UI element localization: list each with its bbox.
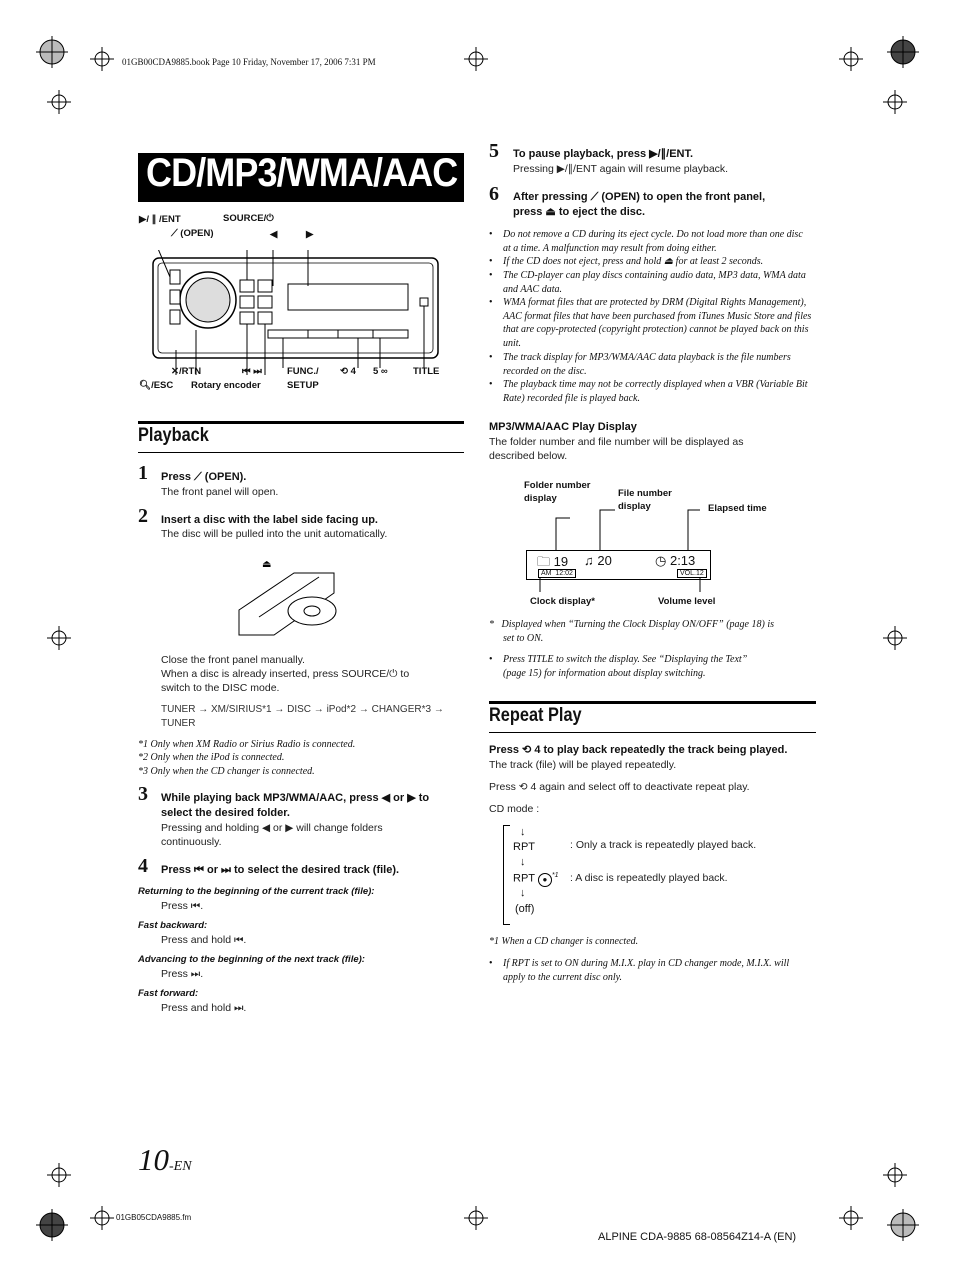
folder-number-label-2: display [524,493,557,504]
display-note-1a: * Displayed when “Turning the Clock Display ON/OFF” (page 18) is [489,619,774,630]
rpt-track: RPT [513,841,535,853]
rpt-disc: RPT ● $^{*1}$ [513,872,559,885]
label-source: SOURCE/⏻ [223,213,274,224]
bullet-1: • Do not remove a CD during its eject cycle. Do not load more than one disc at a time. A malfunction may result from doing either. [503,228,813,255]
playback-rule-top [138,421,464,424]
file-number-label-1: File number [618,488,672,499]
display-note-2a: • Press TITLE to switch the display. See “Displaying the Text” [503,653,747,667]
step-6-title-line1: After pressing ⟋ (OPEN) to open the front panel, [513,191,766,203]
file-info-header: 01GB00CDA9885.book Page 10 Friday, November 17, 2006 7:31 PM [122,57,376,67]
step-5-title: To pause playback, press ▶/∥/ENT. [513,148,694,160]
step-3-body-line2: continuously. [161,836,222,848]
playback-rule-bottom [138,452,464,453]
label-setup: SETUP [287,380,319,391]
source-sequence-2: TUNER [161,718,196,729]
step-3-title-line2: select the desired folder. [161,807,290,819]
label-rotary-encoder: Rotary encoder [191,380,261,391]
clock-display-label: Clock display* [530,596,595,607]
model-footer: ALPINE CDA-9885 68-08564Z14-A (EN) [598,1231,797,1243]
label-play-ent: ▶/ ∥ /ENT [139,214,181,225]
step-6-number: 6 [489,183,499,205]
step-2-number: 2 [138,505,148,527]
step-5-number: 5 [489,140,499,162]
label-open: ⟋ (OPEN) [171,228,214,239]
folder-number-label-1: Folder number [524,480,591,491]
clock-value: AM 12:02 [538,569,576,578]
flow-arrow-2: ↓ [520,856,526,868]
sub-advance-head: Advancing to the beginning of the next track (file): [138,954,365,965]
svg-text:⏏: ⏏ [262,559,272,570]
step-4-number: 4 [138,855,148,877]
step-2-title: Insert a disc with the label side facing up. [161,514,378,526]
sub-fast-forward-head: Fast forward: [138,988,199,999]
elapsed-time-value: ◷ 2:13 [655,553,696,568]
step-6-title-line2: press ⏏ to eject the disc. [513,206,646,218]
repeat-flow-bracket [503,825,510,925]
step-1-title: Press ⟋ (OPEN). [161,471,247,483]
bullet-2: • If the CD does not eject, press and hold ⏏ for at least 2 seconds. [503,255,813,269]
display-section-heading: MP3/WMA/AAC Play Display [489,421,637,433]
rpt-disc-desc: : A disc is repeatedly played back. [570,872,728,884]
bullet-5: • The track display for MP3/WMA/AAC data playback is the file numbers recorded on the disc. [503,351,813,378]
display-note-2b: (page 15) for information about display switching. [503,668,706,679]
label-right-arrow: ▶ [306,229,314,240]
source-sequence-1: TUNER → XM/SIRIUS*1 → DISC → iPod*2 → CHANGER*3 → [161,704,444,715]
disc-insert-illustration [234,555,344,645]
close-panel-text: Close the front panel manually. [161,654,305,666]
sub-fast-backward-text: Press and hold ⏮. [161,934,247,946]
folder-number-value: 🗀 19 [537,554,569,569]
step-3-number: 3 [138,783,148,805]
sub-fast-forward-text: Press and hold ⏭. [161,1002,247,1014]
step-5-body: Pressing ▶/∥/ENT again will resume playback. [513,163,729,175]
repeat-bullet: • If RPT is set to ON during M.I.X. play in CD changer mode, M.I.X. will apply to the current disc only. [503,957,813,984]
step-3-body-line1: Pressing and holding ◀ or ▶ will change folders [161,822,383,834]
playback-heading: Playback [138,425,209,446]
repeat-footnote: *1 When a CD changer is connected. [489,936,639,947]
disc-icon: ● [538,873,552,887]
note-3: *3 Only when the CD changer is connected. [138,766,315,777]
display-section-body-1: The folder number and file number will be displayed as [489,436,744,448]
label-preset-5: 5 ∞ [373,366,388,377]
flow-arrow-1: ↓ [520,826,526,838]
repeat-lead: Press ⟲ 4 to play back repeatedly the track being played. [489,744,788,756]
fm-filename: 01GB05CDA9885.fm [116,1213,192,1222]
sub-return-text: Press ⏮. [161,900,204,912]
bullet-6: • The playback time may not be correctly displayed when a VBR (Variable Bit Rate) recorded file is played back. [503,378,813,405]
page-title: CD/MP3/WMA/AAC [146,151,458,195]
file-number-label-2: display [618,501,651,512]
rpt-track-desc: : Only a track is repeatedly played back. [570,839,757,851]
label-esc: 🔍︎/ESC [139,380,174,391]
bullet-3: • The CD-player can play discs containing audio data, MP3 data, WMA data and AAC data. [503,269,813,296]
label-left-arrow: ◀ [270,229,278,240]
sub-return-head: Returning to the beginning of the current track (file): [138,886,375,897]
step-2-body: The disc will be pulled into the unit automatically. [161,528,388,540]
label-preset-4: ⟲ 4 [340,366,356,377]
label-title-button: TITLE [413,366,440,377]
step-1-body: The front panel will open. [161,486,279,498]
file-number-value: ♫ 20 [584,553,612,568]
page-number: 10-EN [138,1142,192,1177]
head-unit-illustration [148,250,448,378]
display-section-body-2: described below. [489,450,568,462]
label-rtn: ✕/RTN [171,366,202,377]
rpt-off: (off) [515,903,535,915]
volume-level-label: Volume level [658,596,716,607]
disc-mode-text: switch to the DISC mode. [161,682,280,694]
label-func: FUNC./ [287,366,319,377]
volume-value: VOL.12 [677,569,707,578]
label-prev-next: ⏮ ⏭ [242,366,262,377]
repeat-rule-top [489,701,816,704]
bullet-4: • WMA format files that are protected by DRM (Digital Rights Management), AAC format files that have been purchased from iTunes Music Store and files that are copy-protected (copyright protection) cannot be played back on this unit. [503,296,813,350]
cd-mode-label: CD mode : [489,803,540,815]
repeat-rule-bottom [489,732,816,733]
sub-fast-backward-head: Fast backward: [138,920,208,931]
step-4-title: Press ⏮ or ⏭ to select the desired track (file). [161,864,400,876]
repeat-heading: Repeat Play [489,705,582,726]
repeat-body-1: The track (file) will be played repeatedly. [489,759,677,771]
sub-advance-text: Press ⏭. [161,968,204,980]
display-note-1b: set to ON. [503,633,544,644]
step-1-number: 1 [138,462,148,484]
repeat-body-2: Press ⟲ 4 again and select off to deactivate repeat play. [489,781,750,793]
note-2: *2 Only when the iPod is connected. [138,752,285,763]
step-3-title-line1: While playing back MP3/WMA/AAC, press ◀ or ▶ to [161,792,430,804]
note-1: *1 Only when XM Radio or Sirius Radio is connected. [138,739,356,750]
elapsed-time-label: Elapsed time [708,503,767,514]
disc-inserted-text: When a disc is already inserted, press SOURCE/⏻ to [161,668,410,680]
flow-arrow-3: ↓ [520,887,526,899]
